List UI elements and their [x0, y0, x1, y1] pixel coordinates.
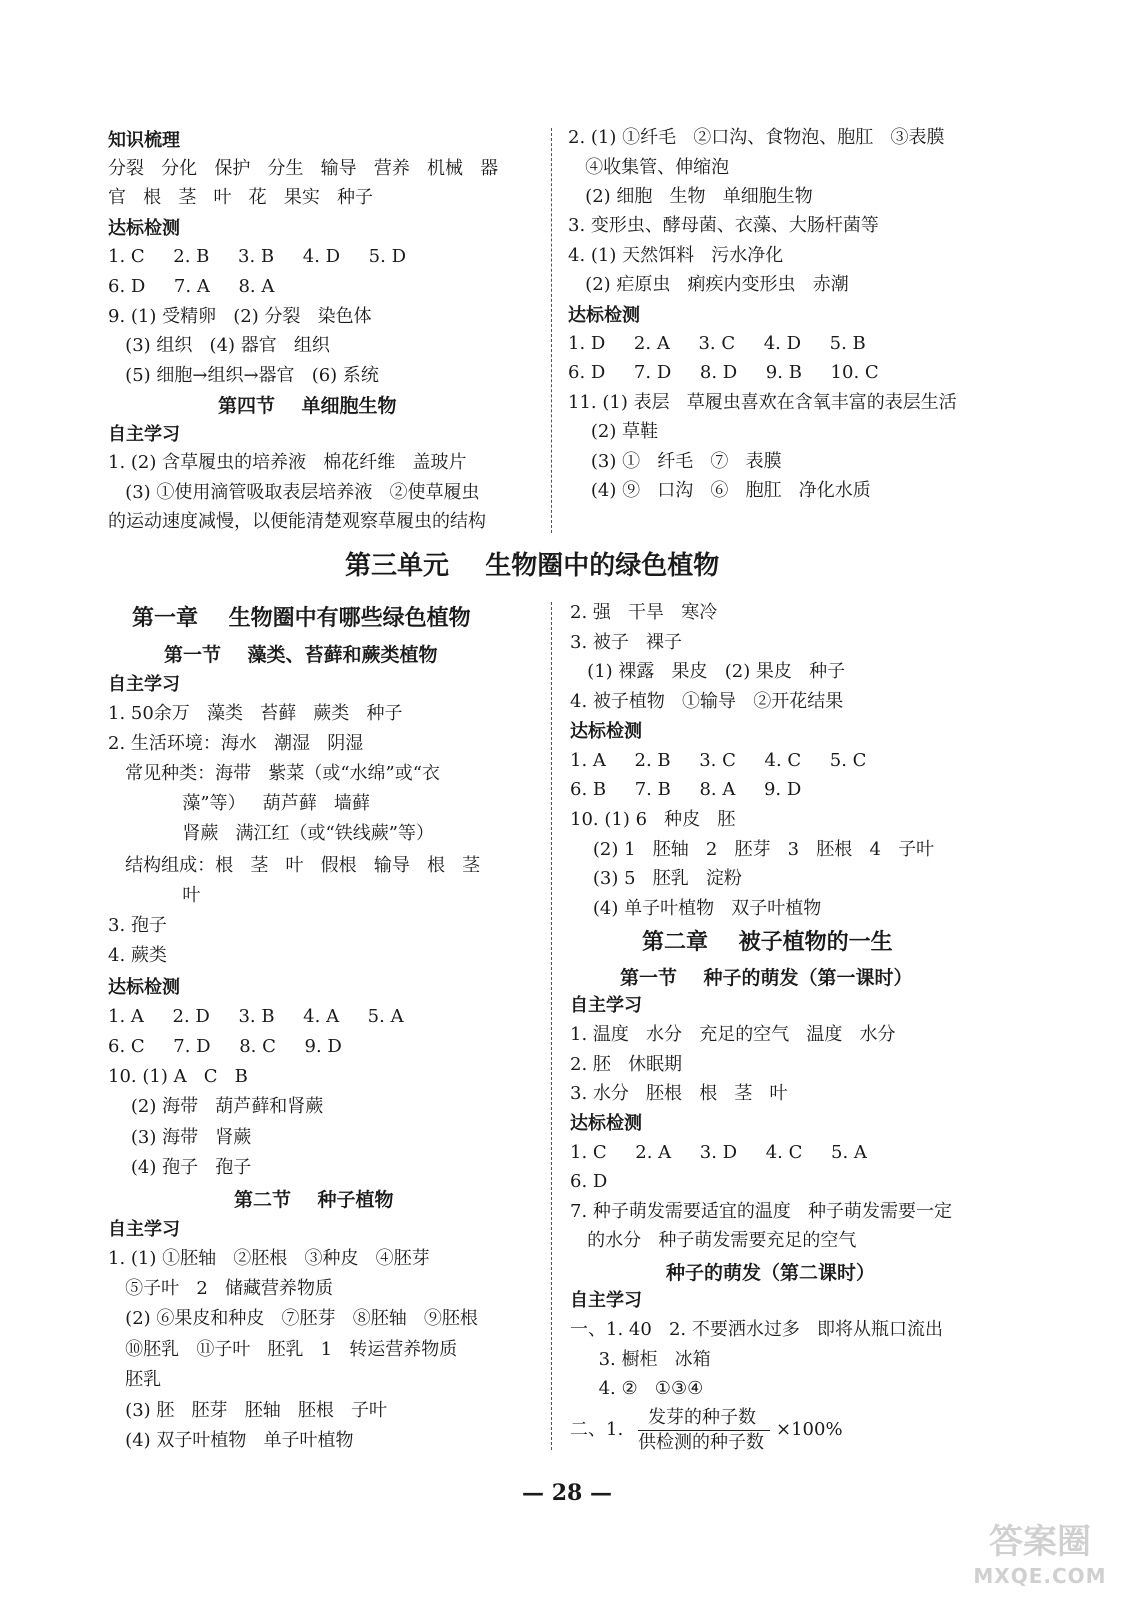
heading-self-study: 自主学习 [570, 995, 642, 1016]
answer-line: 7. 种子萌发需要适宜的温度 种子萌发需要一定 [570, 1201, 953, 1222]
answer-line: (3) 5 胚乳 淀粉 [570, 868, 742, 889]
answer-line: (2) 海带 葫芦藓和肾蕨 [108, 1096, 324, 1117]
answer-line: ⑤子叶 2 储藏营养物质 [108, 1278, 333, 1299]
answer-line: 叶 [108, 885, 201, 906]
answer-line: 9. (1) 受精卵 (2) 分裂 染色体 [108, 306, 372, 327]
answer-line: 6. B 7. B 8. A 9. D [570, 779, 802, 800]
answer-line: 10. (1) 6 种皮 胚 [570, 809, 736, 830]
answer-line: (2) ⑥果皮和种皮 ⑦胚芽 ⑧胚轴 ⑨胚根 [108, 1308, 478, 1329]
answer-line: 2. 生活环境：海水 潮湿 阴湿 [108, 733, 364, 754]
watermark-logo [960, 1522, 1120, 1592]
heading-self-study: 自主学习 [108, 1219, 180, 1240]
answer-line: 6. C 7. D 8. C 9. D [108, 1036, 342, 1057]
heading-check: 达标检测 [108, 977, 180, 998]
answer-line: (3) ① 纤毛 ⑦ 表膜 [568, 451, 782, 472]
answer-line: 官 根 茎 叶 花 果实 种子 [108, 187, 373, 208]
germination-rate-formula [638, 1407, 858, 1455]
answer-line: (3) ①使用滴管吸取表层培养液 ②使草履虫 [108, 482, 480, 503]
answer-line: ④收集管、伸缩泡 [568, 157, 730, 178]
section-title: 种子的萌发（第二课时） [666, 1262, 876, 1284]
answer-line: (2) 疟原虫 痢疾内变形虫 赤潮 [568, 274, 849, 295]
unit-title: 第三单元 生物圈中的绿色植物 [345, 551, 720, 581]
answer-line: ⑩胚乳 ⑪子叶 胚乳 1 转运营养物质 [108, 1339, 458, 1360]
heading-self-study: 自主学习 [108, 674, 180, 695]
answer-line: 1. (1) ①胚轴 ②胚根 ③种皮 ④胚芽 [108, 1248, 430, 1269]
heading-self-study: 自主学习 [108, 424, 180, 445]
answer-line: 2. 胚 休眠期 [570, 1054, 683, 1075]
formula-numerator: 发芽的种子数 [648, 1407, 756, 1428]
answer-line: 常见种类：海带 紫菜（或“水绵”或“衣 [108, 763, 440, 784]
answer-line: (3) 胚 胚芽 胚轴 胚根 子叶 [108, 1400, 388, 1421]
answer-line: (4) 双子叶植物 单子叶植物 [108, 1430, 354, 1451]
column-divider-top [551, 128, 552, 533]
answer-line: 1. 温度 水分 充足的空气 温度 水分 [570, 1024, 896, 1045]
answer-line: 4. 被子植物 ①输导 ②开花结果 [570, 691, 844, 712]
answer-line: 3. 水分 胚根 根 茎 叶 [570, 1083, 788, 1104]
heading-check: 达标检测 [570, 721, 642, 742]
answer-line: 1. A 2. B 3. C 4. C 5. C [570, 750, 867, 771]
answer-line: (4) ⑨ 口沟 ⑥ 胞肛 净化水质 [568, 480, 871, 501]
section-title: 第二节 种子植物 [234, 1189, 394, 1211]
answer-line: (2) 细胞 生物 单细胞生物 [568, 186, 813, 207]
answer-line: (3) 组织 (4) 器官 组织 [108, 335, 330, 356]
answer-line: (4) 孢子 孢子 [108, 1157, 252, 1178]
answer-line: 1. C 2. A 3. D 4. C 5. A [570, 1142, 867, 1163]
answer-line: 的运动速度减慢，以便能清楚观察草履虫的结构 [108, 511, 486, 532]
answer-line: (4) 单子叶植物 双子叶植物 [570, 898, 822, 919]
chapter-title: 第一章 生物圈中有哪些绿色植物 [132, 605, 471, 631]
formula-denominator: 供检测的种子数 [638, 1432, 764, 1453]
watermark-url: MXQE.COM [973, 1564, 1107, 1588]
heading-check: 达标检测 [570, 1113, 642, 1134]
answer-line: 11. (1) 表层 草履虫喜欢在含氧丰富的表层生活 [568, 392, 957, 413]
answer-line: 3. 被子 裸子 [570, 632, 683, 653]
formula-label: 二、1. [570, 1419, 624, 1440]
answer-line: 6. D [570, 1171, 608, 1192]
answer-line: 肾蕨 满江红（或“铁线蕨”等） [108, 823, 434, 844]
answer-line: (2) 草鞋 [568, 421, 659, 442]
heading-knowledge-summary: 知识梳理 [108, 130, 180, 151]
answer-line: 1. D 2. A 3. C 4. D 5. B [568, 333, 866, 354]
answer-line: 分裂 分化 保护 分生 输导 营养 机械 器 [108, 158, 499, 179]
answer-line: 4. 蕨类 [108, 945, 167, 966]
answer-line: 6. D 7. A 8. A [108, 276, 275, 297]
heading-check: 达标检测 [568, 305, 640, 326]
answer-line: 3. 变形虫、酵母菌、衣藻、大肠杆菌等 [568, 215, 879, 236]
answer-line: 2. (1) ①纤毛 ②口沟、食物泡、胞肛 ③表膜 [568, 127, 945, 148]
answer-line: 4. (1) 天然饵料 污水净化 [568, 245, 784, 266]
answer-line: 10. (1) A C B [108, 1066, 248, 1087]
answer-line: 3. 橱柜 冰箱 [570, 1349, 711, 1370]
answer-line: (5) 细胞→组织→器官 (6) 系统 [108, 365, 379, 386]
formula-multiplier: ×100% [776, 1419, 843, 1440]
answer-line: 一、1. 40 2. 不要洒水过多 即将从瓶口流出 [570, 1319, 944, 1340]
answer-line: 1. A 2. D 3. B 4. A 5. A [108, 1006, 404, 1027]
section-title: 第一节 藻类、苔藓和蕨类植物 [164, 644, 438, 666]
answer-line: 2. 强 干旱 寒冷 [570, 602, 718, 623]
answer-line: 藻”等） 葫芦藓 墙藓 [108, 793, 370, 814]
heading-self-study: 自主学习 [570, 1290, 642, 1311]
answer-line: 4. ② ①③④ [570, 1378, 704, 1399]
section-title: 第四节 单细胞生物 [218, 395, 397, 417]
answer-line: 胚乳 [108, 1369, 162, 1390]
answer-line: 1. (2) 含草履虫的培养液 棉花纤维 盖玻片 [108, 452, 467, 473]
answer-line: (3) 海带 肾蕨 [108, 1127, 252, 1148]
column-divider-bottom [551, 602, 552, 1450]
section-title: 第一节 种子的萌发（第一课时） [620, 967, 913, 989]
answer-line: 1. 50余万 藻类 苔藓 蕨类 种子 [108, 703, 403, 724]
answer-line: 6. D 7. D 8. D 9. B 10. C [568, 362, 879, 383]
answer-line: (1) 裸露 果皮 (2) 果皮 种子 [570, 661, 846, 682]
fraction-bar [638, 1430, 770, 1431]
heading-check: 达标检测 [108, 218, 180, 239]
answer-line: 的水分 种子萌发需要充足的空气 [570, 1230, 857, 1251]
answer-line: 3. 孢子 [108, 915, 167, 936]
watermark-title: 答案圈 [989, 1522, 1091, 1562]
page-number: — 28 — [522, 1480, 612, 1506]
answer-line: (2) 1 胚轴 2 胚芽 3 胚根 4 子叶 [570, 839, 935, 860]
answer-line: 1. C 2. B 3. B 4. D 5. D [108, 246, 407, 267]
chapter-title: 第二章 被子植物的一生 [642, 929, 893, 955]
answer-line: 结构组成：根 茎 叶 假根 输导 根 茎 [108, 855, 481, 876]
